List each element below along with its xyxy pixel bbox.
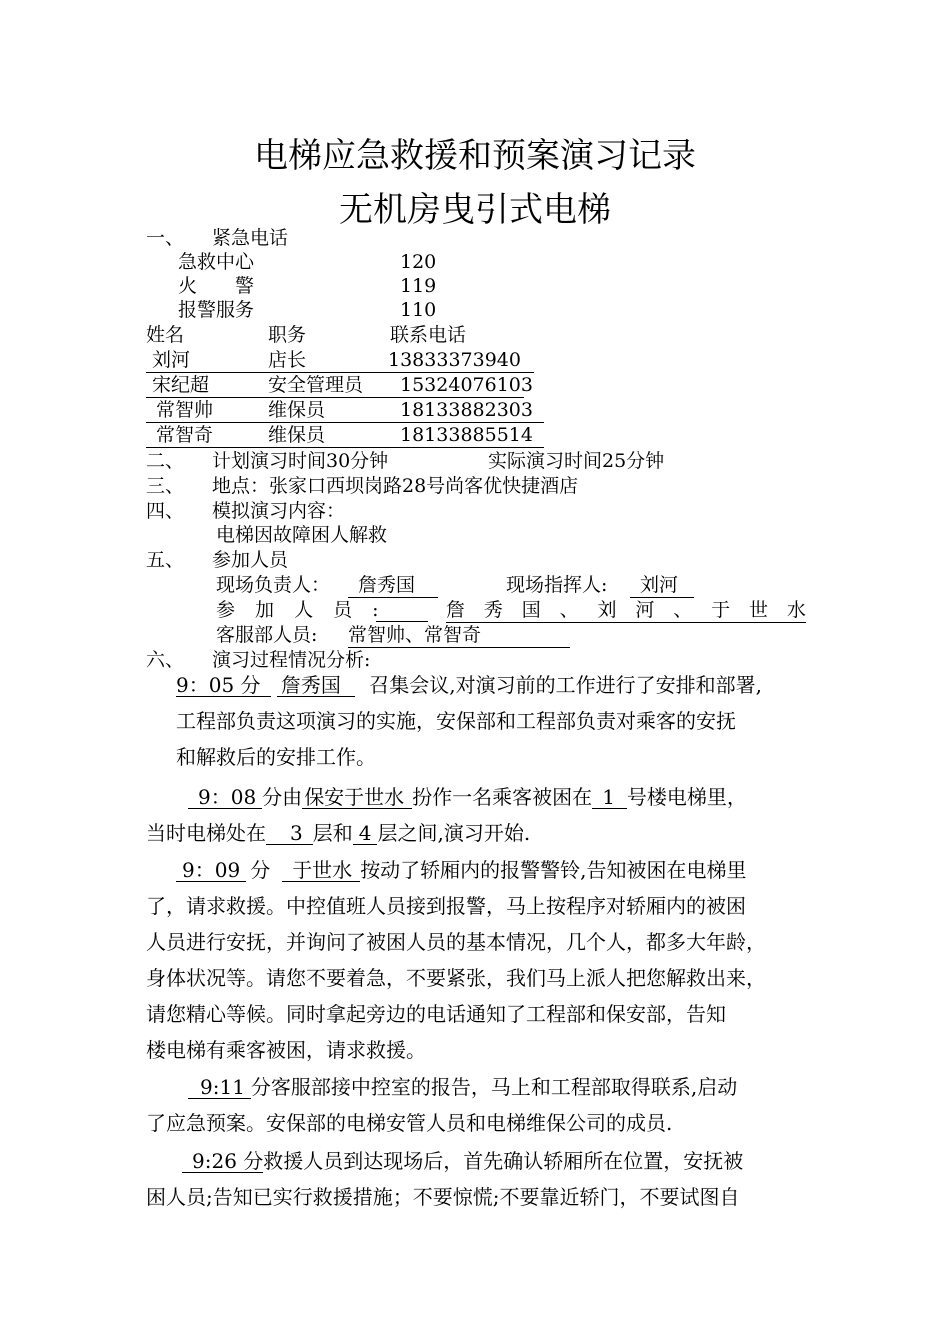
- participant-char: 世: [749, 599, 769, 621]
- contacts-header-name: 姓名: [146, 324, 185, 346]
- contacts-header-role: 职务: [268, 324, 307, 346]
- time-911: 9:11: [188, 1076, 251, 1099]
- contact-phone: 15324076103: [400, 374, 533, 396]
- contact-name: 常智奇: [156, 424, 214, 446]
- site-lead-value: 詹秀国: [348, 573, 438, 598]
- section-2-number: 二、: [146, 450, 185, 472]
- floor-to: 4: [353, 822, 378, 845]
- emergency-number: 120: [400, 251, 437, 273]
- contact-role: 安全管理员: [268, 374, 364, 396]
- participant-char: 詹: [446, 599, 466, 621]
- drill-content: 电梯因故障困人解救: [216, 524, 388, 546]
- contact-phone: 18133885514: [400, 424, 533, 446]
- actual-time: 实际演习时间25分钟: [488, 450, 665, 472]
- participants-list: [446, 598, 806, 623]
- participant-char: 国: [521, 599, 541, 621]
- contact-phone: 18133882303: [400, 399, 533, 421]
- participant-char: 于: [711, 599, 731, 621]
- participants-underline-lead: [376, 621, 428, 622]
- meeting-host: 詹秀国: [277, 674, 355, 697]
- contact-role: 维保员: [268, 399, 326, 421]
- section-6-heading: 演习过程情况分析:: [212, 649, 371, 671]
- document-subtitle: 无机房曳引式电梯: [339, 190, 611, 230]
- section-5-heading: 参加人员: [212, 549, 289, 571]
- emergency-name: 报警服务: [178, 299, 255, 321]
- planned-time: 计划演习时间30分钟: [212, 450, 389, 472]
- paragraph-1-line-3: 和解救后的安排工作。: [176, 745, 376, 769]
- location: 地点：张家口西坝岗路28号尚客优快捷酒店: [212, 475, 579, 497]
- paragraph-1-line-1: 9：05 分 詹秀国 召集会议,对演习前的工作进行了安排和部署,: [176, 673, 762, 697]
- paragraph-2-line-1: 9：08 分由 保安于世水 扮作一名乘客被困在 1 号楼电梯里，: [188, 784, 747, 810]
- participant-char: 河: [635, 599, 655, 621]
- site-commander-value: 刘河: [630, 573, 694, 598]
- paragraph-4-line-1: 9:11 分客服部接中控室的报告，马上和工程部取得联系,启动: [188, 1074, 737, 1100]
- participants-label: 参 加 人 员 :: [216, 599, 386, 621]
- contact-name: 常智帅: [156, 399, 214, 421]
- paragraph-3-line-1: 9：09 分 于世水 按动了轿厢内的报警警铃,告知被困在电梯里: [176, 857, 747, 883]
- time-908: 9：08: [188, 786, 262, 809]
- building-number: 1: [592, 786, 627, 809]
- paragraph-5-line-1: 9:26 分救援人员到达现场后，首先确认轿厢所在位置，安抚被: [182, 1148, 743, 1174]
- volunteer: 保安于世水: [302, 786, 412, 809]
- time-926: 9:26 分: [182, 1150, 263, 1173]
- emergency-name: 火 警: [178, 275, 255, 297]
- service-staff-label: 客服部人员:: [216, 624, 318, 646]
- emergency-name: 急救中心: [178, 251, 255, 273]
- participant-char: 、: [673, 599, 693, 621]
- contact-role: 维保员: [268, 424, 326, 446]
- time-905: 9：05 分: [176, 674, 271, 697]
- paragraph-3-line: 身体状况等。请您不要着急，不要紧张，我们马上派人把您解救出来，: [146, 966, 766, 990]
- paragraph-3-line: 了，请求救援。中控值班人员接到报警，马上按程序对轿厢内的被困: [146, 894, 746, 918]
- section-4-number: 四、: [146, 500, 185, 522]
- section-4-heading: 模拟演习内容：: [212, 500, 346, 522]
- alarm-presser: 于世水: [282, 859, 360, 882]
- section-6-number: 六、: [146, 649, 185, 671]
- contact-name: 宋纪超: [152, 374, 210, 396]
- section-1-heading: 紧急电话: [212, 227, 289, 249]
- paragraph-4-line-2: 了应急预案。安保部的电梯安管人员和电梯维保公司的成员.: [146, 1111, 673, 1135]
- paragraph-3-line: 人员进行安抚，并询问了被困人员的基本情况，几个人，都多大年龄，: [146, 930, 766, 954]
- participant-char: 秀: [483, 599, 503, 621]
- time-909: 9：09: [176, 859, 246, 882]
- section-5-number: 五、: [146, 549, 185, 571]
- site-commander-label: 现场指挥人:: [506, 574, 608, 596]
- contacts-header-phone: 联系电话: [390, 324, 467, 346]
- service-staff-value: 常智帅、常智奇: [348, 623, 570, 648]
- emergency-number: 110: [400, 299, 437, 321]
- participant-char: 刘: [597, 599, 617, 621]
- emergency-number: 119: [400, 275, 437, 297]
- contact-underline: [146, 447, 544, 448]
- paragraph-2-line-2: 当时电梯处在 3 层和 4 层之间,演习开始.: [146, 821, 531, 845]
- section-1-number: 一、: [146, 227, 185, 249]
- document-title: 电梯应急救援和预案演习记录: [254, 136, 696, 176]
- contact-phone: 13833373940: [388, 349, 521, 371]
- paragraph-3-line: 请您精心等候。同时拿起旁边的电话通知了工程部和保安部，告知: [146, 1002, 726, 1026]
- participant-char: 水: [786, 599, 806, 621]
- floor-from: 3: [266, 822, 313, 845]
- paragraph-5-line-2: 困人员;告知已实行救援措施；不要惊慌;不要靠近轿门，不要试图自: [146, 1185, 740, 1209]
- participant-char: 、: [559, 599, 579, 621]
- paragraph-1-line-2: 工程部负责这项演习的实施，安保部和工程部负责对乘客的安抚: [176, 709, 736, 733]
- contact-role: 店长: [268, 349, 307, 371]
- paragraph-3-line: 楼电梯有乘客被困，请求救援。: [146, 1038, 426, 1062]
- section-3-number: 三、: [146, 475, 185, 497]
- contact-name: 刘河: [152, 349, 191, 371]
- site-lead-label: 现场负责人：: [216, 574, 331, 596]
